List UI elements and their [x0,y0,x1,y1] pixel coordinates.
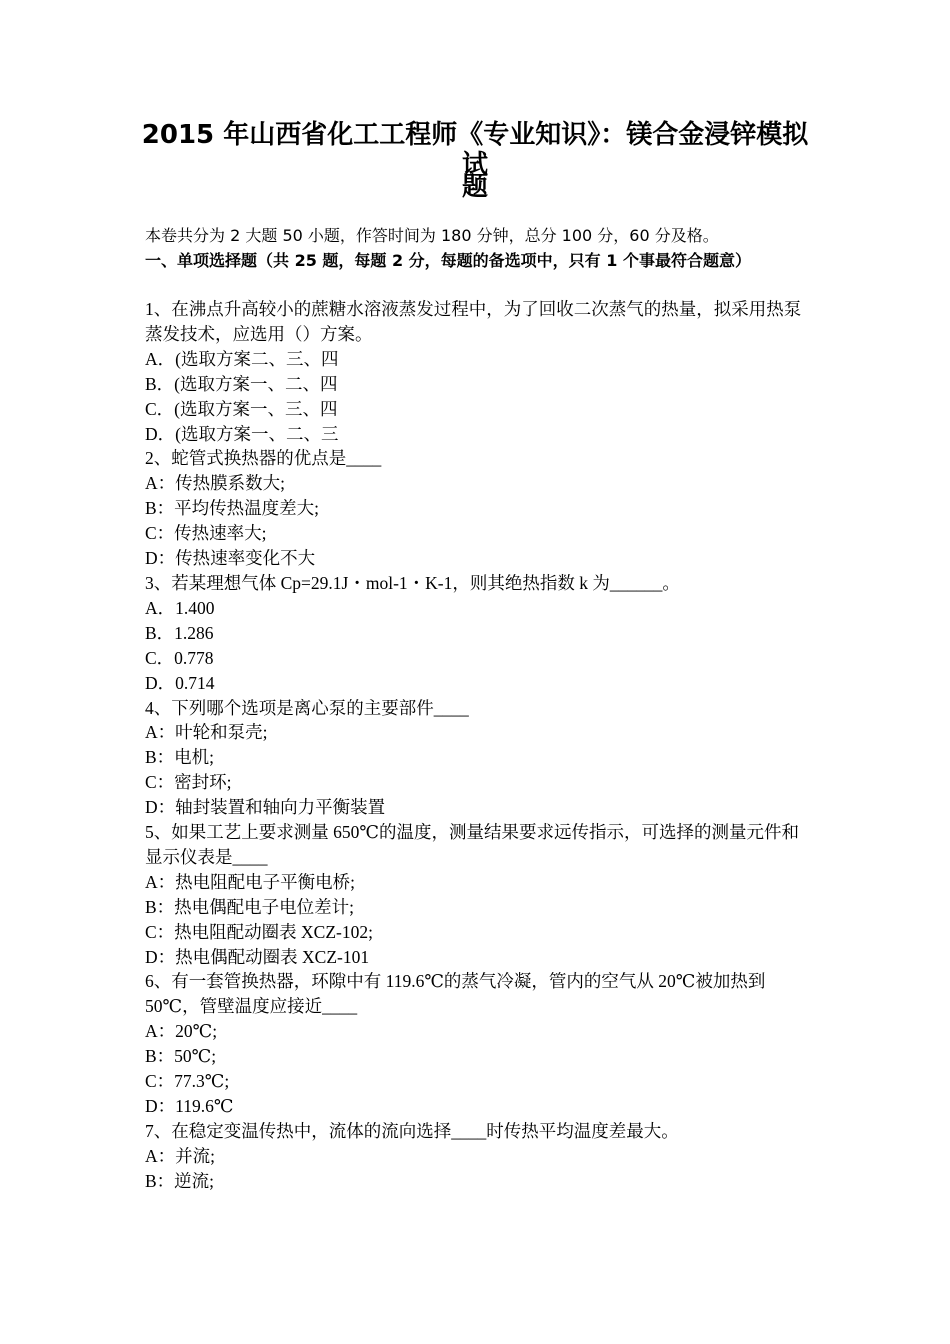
answer-option: B：50℃; [145,1046,217,1067]
question-stem: 5、如果工艺上要求测量 650℃的温度，测量结果要求远传指示，可选择的测量元件和显示仪表是____ [145,822,799,867]
answer-option: D．(选取方案一、二、三 [145,423,339,444]
answer-option: D：119.6℃ [145,1096,234,1116]
section-heading: 一、单项选择题（共 25 题，每题 2 分，每题的备选项中，只有 1 个事最符合题意） [145,250,751,270]
answer-option: A：叶轮和泵壳; [145,722,268,743]
answer-option: D：热电偶配动圈表 XCZ-101 [145,946,370,967]
question-item [145,696,815,821]
question-stem: 4、下列哪个选项是离心泵的主要部件____ [145,697,469,718]
question-item [145,571,815,696]
answer-option: A．(选取方案二、三、四 [145,348,339,369]
question-stem: 1、在沸点升高较小的蔗糖水溶液蒸发过程中，为了回收二次蒸气的热量，拟采用热泵蒸发技术，应选用（）方案。 [145,299,802,344]
question-item [145,969,815,1118]
question-item [145,297,815,446]
answer-option: A：传热膜系数大; [145,473,285,494]
question-item [145,820,815,969]
answer-option: D：传热速率变化不大 [145,548,316,569]
question-stem: 2、蛇管式换热器的优点是____ [145,448,382,469]
question-stem: 6、有一套管换热器，环隙中有 119.6℃的蒸气冷凝，管内的空气从 20℃被加热到 50℃，管壁温度应接近____ [145,971,766,1017]
exam-summary: 本卷共分为 2 大题 50 小题，作答时间为 180 分钟，总分 100 分，60 分及格。 [145,226,719,245]
answer-option: C：热电阻配动圈表 XCZ-102; [145,921,373,942]
question-list [145,297,815,1194]
answer-option: B：电机; [145,747,215,768]
document-title-line-2: 题 [461,172,488,202]
answer-option: D：轴封装置和轴向力平衡装置 [145,797,386,818]
answer-option: B：逆流; [145,1170,215,1191]
answer-option: C：77.3℃; [145,1071,230,1092]
question-stem: 3、若某理想气体 Cp=29.1J・mol-1・K-1，则其绝热指数 k 为______。 [145,572,680,593]
question-stem: 7、在稳定变温传热中，流体的流向选择____时传热平均温度差最大。 [145,1120,679,1141]
answer-option: B．(选取方案一、二、四 [145,373,338,394]
answer-option: C．0.778 [145,647,214,668]
answer-option: B：热电偶配电子电位差计; [145,896,355,917]
question-item [145,446,815,571]
exam-intro [145,224,815,273]
answer-option: A．1.400 [145,597,215,618]
answer-option: C．(选取方案一、三、四 [145,398,338,419]
answer-option: C：密封环; [145,772,232,793]
answer-option: A：20℃; [145,1021,218,1042]
answer-option: B．1.286 [145,622,214,643]
answer-option: B：平均传热温度差大; [145,498,320,519]
answer-option: A：热电阻配电子平衡电桥; [145,871,355,892]
document-title-line-1: 2015 年山西省化工工程师《专业知识》：镁合金浸锌模拟试 [141,120,809,180]
answer-option: D．0.714 [145,672,215,693]
question-item [145,1119,815,1194]
answer-option: A：并流; [145,1145,215,1166]
answer-option: C：传热速率大; [145,523,267,544]
